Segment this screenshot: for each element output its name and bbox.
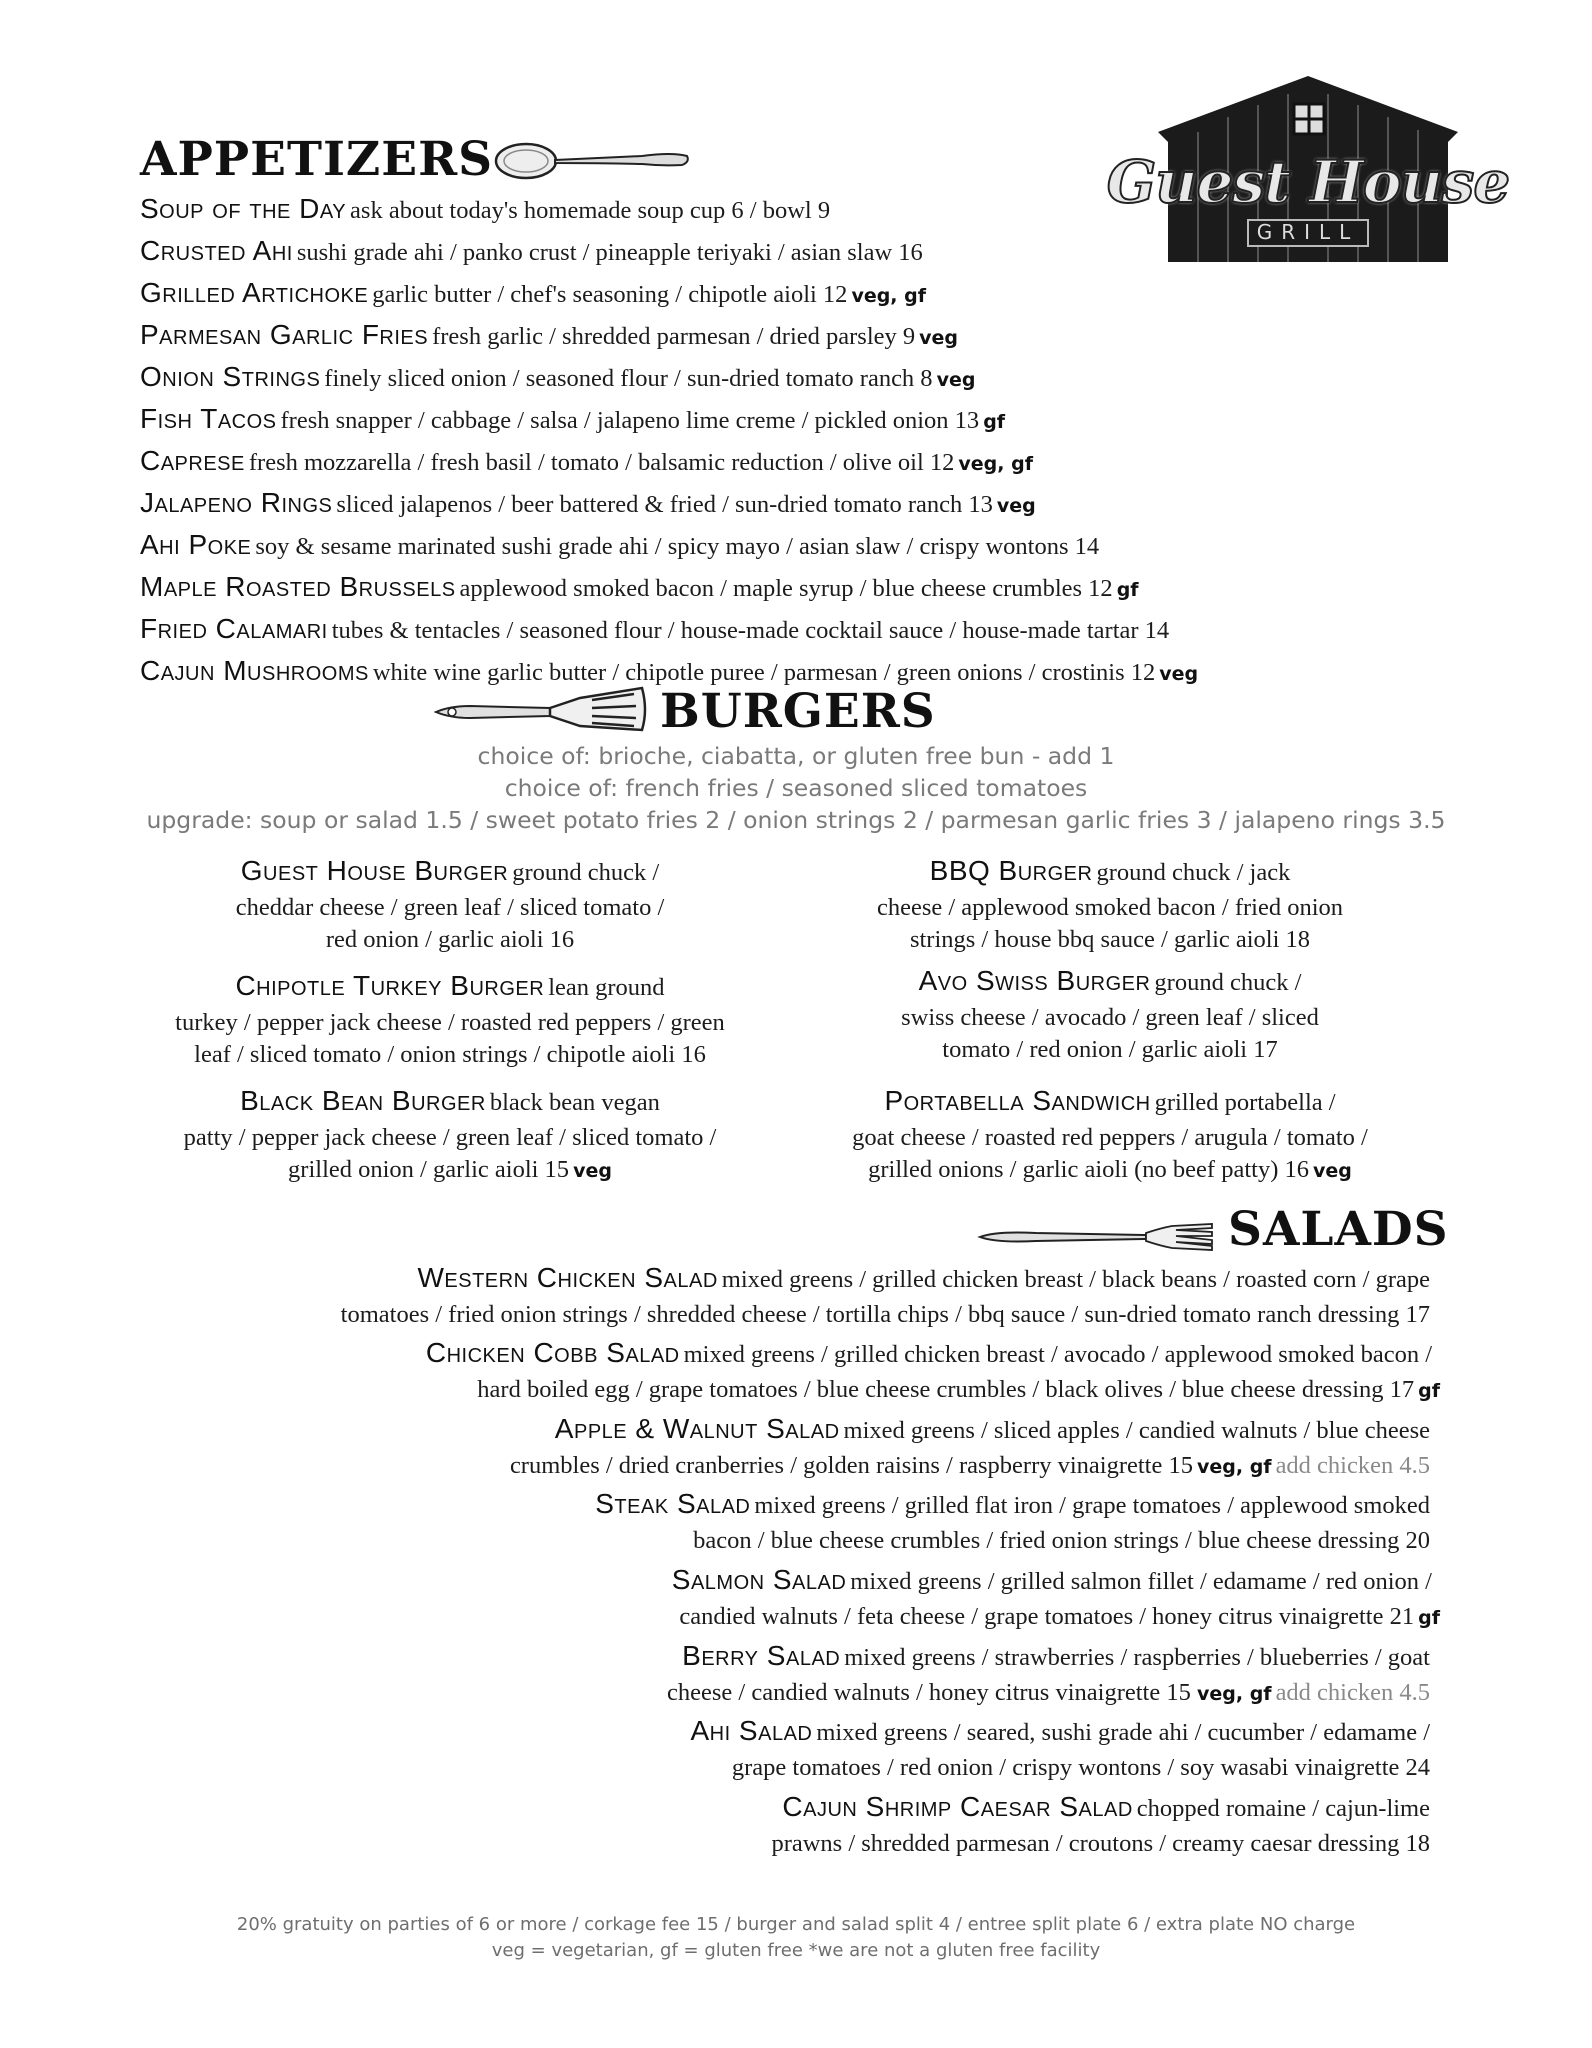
dish-description: ask about today's homemade soup cup 6 / bowl 9 <box>350 197 831 224</box>
dish-description: sliced jalapenos / beer battered & fried / sun-dried tomato ranch 13 <box>336 491 993 518</box>
appetizer-item <box>140 274 1440 316</box>
dish-description: cheese / candied walnuts / honey citrus vinaigrette 15 <box>667 1679 1197 1706</box>
dish-description: grilled onion / garlic aioli 15 <box>288 1156 570 1183</box>
dish-name: Parmesan Garlic Fries <box>140 319 429 350</box>
diet-tag: veg <box>936 369 976 391</box>
footer-policy: 20% gratuity on parties of 6 or more / corkage fee 15 / burger and salad split 4 / entree split plate 6 / extra plate NO charge <box>236 1914 1356 1935</box>
dish-description: ground chuck / <box>1154 969 1302 996</box>
diet-tag: veg, gf <box>1196 1683 1272 1705</box>
diet-tag: veg, gf <box>1196 1456 1272 1478</box>
dish-description: finely sliced onion / seasoned flour / sun-dried tomato ranch 8 <box>324 365 933 392</box>
diet-tag: veg, gf <box>851 285 927 307</box>
dish-name: Berry Salad <box>682 1640 841 1671</box>
burgers-heading: BURGERS <box>660 684 936 739</box>
dish-description: leaf / sliced tomato / onion strings / chipotle aioli 16 <box>194 1041 706 1068</box>
dish-description: tubes & tentacles / seasoned flour / house-made cocktail sauce / house-made tartar 14 <box>331 617 1170 644</box>
dish-name: Fried Calamari <box>140 613 328 644</box>
burger-item <box>800 855 1420 956</box>
dish-description: strings / house bbq sauce / garlic aioli 18 <box>909 926 1311 953</box>
dish-description: crumbles / dried cranberries / golden raisins / raspberry vinaigrette 15 <box>509 1452 1193 1479</box>
appetizer-item <box>140 316 1440 358</box>
dish-description: mixed greens / grilled chicken breast / avocado / applewood smoked bacon / <box>683 1341 1432 1368</box>
dish-description: black bean vegan <box>489 1089 660 1116</box>
dish-name: Chicken Cobb Salad <box>425 1337 680 1368</box>
fork-icon <box>976 1216 1216 1256</box>
dish-description: mixed greens / grilled flat iron / grape tomatoes / applewood smoked <box>754 1492 1430 1519</box>
burger-option: choice of: brioche, ciabatta, or gluten free bun - add 1 <box>477 742 1115 770</box>
dish-name: Portabella Sandwich <box>884 1085 1151 1116</box>
dish-description: tomato / red onion / garlic aioli 17 <box>942 1036 1278 1063</box>
dish-description: sushi grade ahi / panko crust / pineapple teriyaki / asian slaw 16 <box>296 239 923 266</box>
diet-tag: veg <box>919 327 958 349</box>
burger-item <box>800 1085 1420 1189</box>
diet-tag: gf <box>1418 1607 1440 1629</box>
dish-description: swiss cheese / avocado / green leaf / sliced <box>901 1004 1319 1031</box>
spatula-icon <box>430 682 650 738</box>
dish-description: turkey / pepper jack cheese / roasted red peppers / green <box>175 1009 725 1036</box>
dish-name: Guest House Burger <box>240 855 509 886</box>
diet-tag: veg <box>1313 1160 1352 1182</box>
dish-description: bacon / blue cheese crumbles / fried onion strings / blue cheese dressing 20 <box>693 1527 1430 1554</box>
dish-description: applewood smoked bacon / maple syrup / blue cheese crumbles 12 <box>459 575 1113 602</box>
dish-description: mixed greens / grilled chicken breast / black beans / roasted corn / grape <box>721 1266 1430 1293</box>
dish-name: Ahi Poke <box>140 529 252 560</box>
diet-tag: gf <box>1116 579 1139 601</box>
dish-name: Fish Tacos <box>140 403 277 434</box>
dish-description: hard boiled egg / grape tomatoes / blue cheese crumbles / black olives / blue cheese dressing 17 <box>477 1376 1415 1403</box>
dish-name: Apple & Walnut Salad <box>554 1413 840 1444</box>
burger-option: choice of: french fries / seasoned sliced tomatoes <box>504 774 1088 802</box>
add-chicken-option: add chicken 4.5 <box>1275 1452 1430 1479</box>
dish-description: garlic butter / chef's seasoning / chipotle aioli 12 <box>372 281 848 308</box>
burger-item <box>140 855 760 956</box>
salad-item <box>100 1262 1430 1331</box>
dish-description: grape tomatoes / red onion / crispy wontons / soy wasabi vinaigrette 24 <box>731 1754 1430 1781</box>
diet-tag: veg <box>996 495 1036 517</box>
dish-name: BBQ Burger <box>929 855 1093 886</box>
footer-legend: veg = vegetarian, gf = gluten free *we are not a gluten free facility <box>491 1940 1101 1961</box>
appetizer-item <box>140 568 1440 610</box>
salads-heading: SALADS <box>1228 1202 1449 1257</box>
salad-item <box>100 1640 1430 1712</box>
appetizer-item <box>140 610 1440 652</box>
add-chicken-option: add chicken 4.5 <box>1275 1679 1430 1706</box>
dish-name: Ahi Salad <box>690 1715 813 1746</box>
logo-grill: GRILL <box>1256 220 1360 244</box>
dish-name: Maple Roasted Brussels <box>140 571 456 602</box>
salad-item <box>100 1791 1430 1860</box>
burger-item <box>140 1085 760 1189</box>
appetizer-item <box>140 526 1440 568</box>
dish-name: Cajun Mushrooms <box>140 655 369 686</box>
logo-name: Guest House <box>1106 148 1510 216</box>
dish-description: mixed greens / strawberries / raspberries / blueberries / goat <box>844 1644 1430 1671</box>
burger-item <box>140 970 760 1071</box>
dish-description: grilled onions / garlic aioli (no beef patty) 16 <box>868 1156 1309 1183</box>
appetizers-heading: APPETIZERS <box>140 132 494 187</box>
dish-description: cheese / applewood smoked bacon / fried onion <box>876 894 1344 921</box>
dish-description: candied walnuts / feta cheese / grape tomatoes / honey citrus vinaigrette 21 <box>679 1603 1415 1630</box>
appetizer-item <box>140 358 1440 400</box>
dish-description: fresh snapper / cabbage / salsa / jalapeno lime creme / pickled onion 13 <box>280 407 980 434</box>
dish-name: Onion Strings <box>140 361 321 392</box>
spoon-icon <box>492 138 692 184</box>
salad-item <box>100 1715 1430 1784</box>
diet-tag: veg <box>573 1160 612 1182</box>
dish-description: mixed greens / grilled salmon fillet / edamame / red onion / <box>850 1568 1432 1595</box>
salad-item <box>100 1564 1440 1636</box>
dish-name: Black Bean Burger <box>240 1085 486 1116</box>
diet-tag: gf <box>983 411 1006 433</box>
salad-item <box>100 1488 1430 1557</box>
dish-name: Avo Swiss Burger <box>918 965 1151 996</box>
dish-description: ground chuck / <box>512 859 660 886</box>
dish-description: fresh mozzarella / fresh basil / tomato / balsamic reduction / olive oil 12 <box>248 449 955 476</box>
dish-description: goat cheese / roasted red peppers / arugula / tomato / <box>852 1124 1368 1151</box>
dish-name: Steak Salad <box>595 1488 751 1519</box>
appetizer-item <box>140 400 1440 442</box>
dish-name: Soup of the Day <box>140 193 347 224</box>
dish-name: Chipotle Turkey Burger <box>235 970 545 1001</box>
appetizer-item <box>140 442 1440 484</box>
dish-name: Jalapeno Rings <box>140 487 333 518</box>
dish-name: Western Chicken Salad <box>417 1262 718 1293</box>
burger-item <box>800 965 1420 1066</box>
dish-description: mixed greens / sliced apples / candied walnuts / blue cheese <box>843 1417 1430 1444</box>
dish-description: patty / pepper jack cheese / green leaf / sliced tomato / <box>183 1124 717 1151</box>
dish-description: mixed greens / seared, sushi grade ahi / cucumber / edamame / <box>816 1719 1430 1746</box>
salad-item <box>100 1413 1430 1485</box>
dish-name: Salmon Salad <box>671 1564 847 1595</box>
salad-item <box>100 1337 1440 1409</box>
dish-description: soy & sesame marinated sushi grade ahi / spicy mayo / asian slaw / crispy wontons 14 <box>255 533 1100 560</box>
dish-description: chopped romaine / cajun-lime <box>1136 1795 1430 1822</box>
dish-description: ground chuck / jack <box>1096 859 1291 886</box>
dish-name: Caprese <box>140 445 245 476</box>
dish-description: tomatoes / fried onion strings / shredded cheese / tortilla chips / bbq sauce / sun-dried tomato ranch dressing 17 <box>340 1301 1430 1328</box>
dish-description: lean ground <box>548 974 665 1001</box>
dish-description: cheddar cheese / green leaf / sliced tomato / <box>235 894 665 921</box>
dish-description: white wine garlic butter / chipotle puree / parmesan / green onions / crostinis 12 <box>372 659 1156 686</box>
burger-option: upgrade: soup or salad 1.5 / sweet potato fries 2 / onion strings 2 / parmesan garlic fries 3 / jalapeno rings 3.5 <box>146 806 1446 834</box>
dish-name: Crusted Ahi <box>140 235 293 266</box>
diet-tag: veg, gf <box>958 453 1033 475</box>
guest-house-logo <box>1098 72 1518 268</box>
dish-description: red onion / garlic aioli 16 <box>325 926 575 953</box>
diet-tag: gf <box>1418 1380 1440 1402</box>
dish-description: prawns / shredded parmesan / croutons / creamy caesar dressing 18 <box>771 1830 1430 1857</box>
appetizer-item <box>140 484 1440 526</box>
dish-description: fresh garlic / shredded parmesan / dried parsley 9 <box>432 323 916 350</box>
dish-description: grilled portabella / <box>1154 1089 1336 1116</box>
diet-tag: veg <box>1159 663 1199 685</box>
dish-name: Cajun Shrimp Caesar Salad <box>782 1791 1133 1822</box>
dish-name: Grilled Artichoke <box>140 277 369 308</box>
